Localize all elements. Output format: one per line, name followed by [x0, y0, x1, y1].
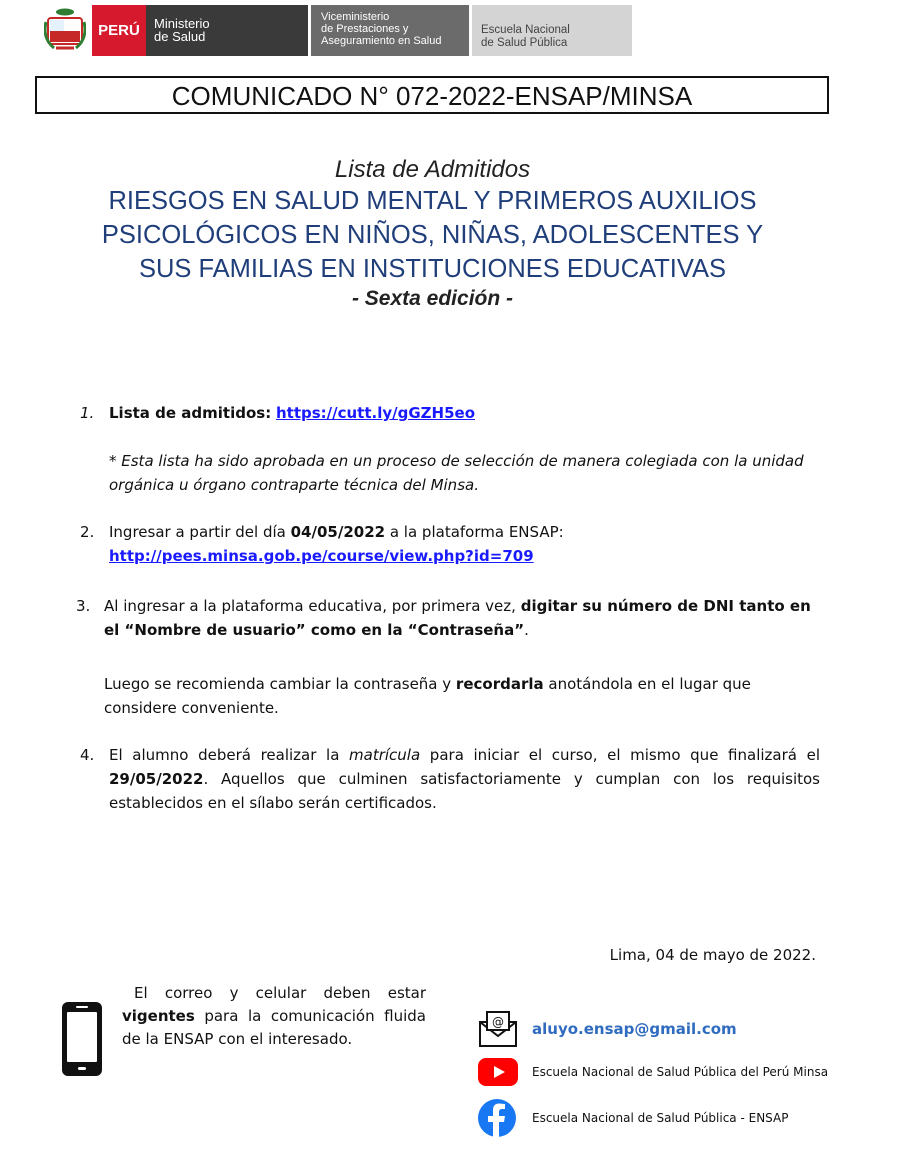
- list-item: Ingresar a partir del día 04/05/2022 a la plataforma ENSAP: http://pees.minsa.gob.pe/course/view.php?id=709: [109, 523, 564, 565]
- facebook-icon[interactable]: [477, 1098, 517, 1138]
- ministerio-label: Ministerio de Salud: [146, 5, 308, 56]
- item-number: 4.: [80, 746, 95, 764]
- contact-validity-note: El correo y celular deben estar vigentes para la comunicación fluida de la ENSAP con el interesado.: [122, 984, 426, 1048]
- youtube-channel-name[interactable]: Escuela Nacional de Salud Pública del Perú Minsa: [532, 1065, 829, 1079]
- email-icon: [478, 1010, 518, 1048]
- course-title: RIESGOS EN SALUD MENTAL Y PRIMEROS AUXILIOS PSICOLÓGICOS EN NIÑOS, NIÑAS, ADOLESCENTES Y SUS FAMILIAS EN INSTITUCIONES EDUCATIVAS: [101, 187, 764, 283]
- start-date: 04/05/2022: [290, 523, 386, 541]
- list-item: [109, 401, 475, 425]
- list-item: Al ingresar a la plataforma educativa, por primera vez, digitar su número de DNI tanto en el “Nombre de usuario” como en la “Contraseña”.: [104, 597, 811, 639]
- email-link[interactable]: aluyo.ensap@gmail.com: [532, 1020, 737, 1038]
- youtube-contact: [477, 1057, 828, 1087]
- approval-note: * Esta lista ha sido aprobada en un proceso de selección de manera colegiada con la unidad orgánica u órgano contraparte técnica del Minsa.: [109, 452, 804, 494]
- document-title: COMUNICADO N° 072-2022-ENSAP/MINSA: [35, 76, 829, 114]
- minsa-logo: [92, 5, 308, 56]
- peru-coat-of-arms-logo: [44, 8, 86, 54]
- facebook-contact: [477, 1098, 788, 1138]
- email-contact: [478, 1010, 737, 1048]
- svg-text:@: @: [492, 1015, 504, 1029]
- youtube-icon[interactable]: [477, 1057, 519, 1087]
- list-item: El alumno deberá realizar la matrícula para iniciar el curso, el mismo que finalizará el 29/05/2022. Aquellos que culminen satisfactoriamente y cumplan con los requisitos establecidos en el sílabo serán certificados.: [109, 746, 820, 812]
- item-number: 2.: [80, 523, 95, 541]
- password-recommendation: Luego se recomienda cambiar la contraseña y recordarla anotándola en el lugar que considere conveniente.: [104, 675, 751, 717]
- admitted-list-link[interactable]: https://cutt.ly/gGZH5eo: [275, 404, 476, 422]
- item-number: 1.: [80, 404, 95, 422]
- phone-icon: [60, 1000, 104, 1078]
- facebook-page-name[interactable]: Escuela Nacional de Salud Pública - ENSAP: [532, 1111, 789, 1125]
- item-number: 3.: [76, 597, 91, 615]
- peru-label: PERÚ: [92, 5, 146, 56]
- edition-label: - Sexta edición -: [351, 287, 514, 310]
- viceministerio-label: Viceministerio de Prestaciones y Aseguramiento en Salud: [311, 5, 469, 56]
- place-and-date: Lima, 04 de mayo de 2022.: [609, 946, 816, 964]
- escuela-label: Escuela Nacional de Salud Pública: [472, 5, 632, 56]
- admitted-list-label: Lista de admitidos:: [109, 404, 272, 422]
- document-subtitle: Lista de Admitidos: [334, 156, 531, 183]
- platform-link[interactable]: http://pees.minsa.gob.pe/course/view.php?id=709: [109, 547, 534, 565]
